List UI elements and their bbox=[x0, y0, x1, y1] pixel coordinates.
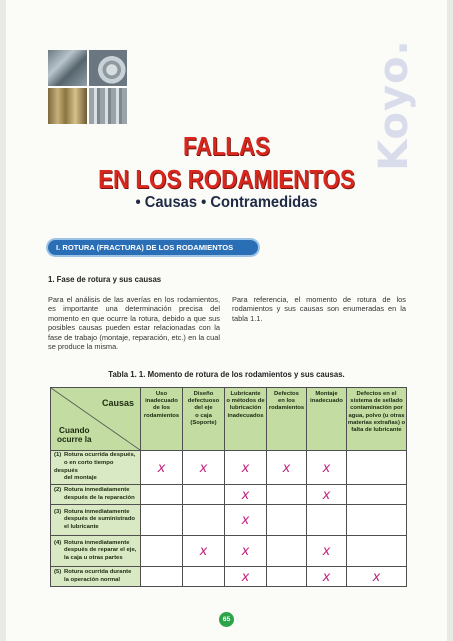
row-number: (2) bbox=[54, 486, 62, 493]
table-body bbox=[51, 451, 407, 587]
cross-mark-icon: x bbox=[157, 460, 166, 476]
cause-cell bbox=[141, 505, 183, 536]
column-header-line: Montaje bbox=[315, 391, 338, 397]
row-label-line: Rotura ocurrida durante bbox=[64, 568, 132, 575]
cross-mark-icon: x bbox=[322, 460, 331, 476]
row-label bbox=[51, 567, 141, 587]
page-number-badge: 65 bbox=[219, 612, 234, 627]
table-row bbox=[51, 451, 407, 485]
cause-cell bbox=[141, 567, 183, 587]
row-label-line: Rotura inmediatamente bbox=[64, 539, 130, 546]
cause-cell bbox=[183, 505, 225, 536]
cause-cell bbox=[225, 451, 267, 485]
cross-mark-icon: x bbox=[322, 487, 331, 503]
column-header-4 bbox=[267, 388, 307, 451]
cross-mark-icon: x bbox=[199, 460, 208, 476]
table-row bbox=[51, 485, 407, 505]
cause-cell bbox=[183, 536, 225, 567]
row-number: (3) bbox=[54, 508, 62, 515]
table-caption: Tabla 1. 1. Momento de rotura de los rodamientos y sus causas. bbox=[108, 370, 345, 379]
column-header-line: sistema de sellado bbox=[350, 398, 403, 405]
cross-mark-icon: x bbox=[241, 487, 250, 503]
cross-mark-icon: x bbox=[322, 544, 331, 559]
section-heading-bar bbox=[48, 240, 258, 255]
row-label-line: el lubricante bbox=[64, 523, 99, 530]
corner-label-causas: Causas bbox=[101, 398, 134, 408]
causes-table bbox=[50, 387, 407, 587]
column-header-3 bbox=[225, 388, 267, 451]
cause-cell bbox=[183, 567, 225, 587]
row-label-line: la operación normal bbox=[64, 576, 120, 583]
subsection-heading: 1. Fase de rotura y sus causas bbox=[48, 275, 162, 284]
column-header-line: rodamientos bbox=[143, 412, 180, 419]
column-header-line: Lubricante bbox=[230, 391, 261, 397]
cause-cell bbox=[347, 505, 407, 536]
cause-cell bbox=[141, 451, 183, 485]
row-number: (1) bbox=[54, 452, 62, 459]
column-header-line: Defectos en el bbox=[356, 391, 397, 397]
cause-cell bbox=[267, 567, 307, 587]
column-header-line: lubricación bbox=[229, 405, 262, 412]
row-label-line: después de suministrado bbox=[64, 516, 136, 523]
column-header-line: materias extrañas) o bbox=[347, 419, 406, 426]
column-header-line: inadecuado bbox=[310, 398, 343, 405]
column-header-line: de los bbox=[152, 405, 171, 412]
column-header-line: del eje bbox=[194, 405, 213, 412]
row-label-line: Rotura inmediatamente bbox=[64, 508, 130, 515]
column-header-line: defectuoso bbox=[187, 398, 220, 405]
row-label-line: del montaje bbox=[64, 475, 97, 482]
cause-cell bbox=[307, 567, 347, 587]
cause-cell bbox=[225, 485, 267, 505]
table-corner-cell bbox=[51, 388, 141, 451]
cause-cell bbox=[267, 451, 307, 485]
column-header-line: inadecuado bbox=[145, 398, 178, 405]
cause-cell bbox=[225, 536, 267, 567]
table-row bbox=[51, 536, 407, 567]
cause-cell bbox=[267, 505, 307, 536]
cause-cell bbox=[347, 536, 407, 567]
cause-cell bbox=[225, 505, 267, 536]
title-line-1: FALLAS bbox=[183, 131, 270, 161]
column-header-line: o métodos de bbox=[226, 398, 265, 405]
cause-cell bbox=[225, 567, 267, 587]
row-label bbox=[51, 536, 141, 567]
column-header-line: en los bbox=[277, 398, 296, 405]
cross-mark-icon: x bbox=[241, 513, 250, 528]
column-header-line: (Soporte) bbox=[190, 419, 217, 426]
cross-mark-icon: x bbox=[282, 460, 291, 476]
cause-cell bbox=[183, 451, 225, 485]
column-header-line: inadecuados bbox=[227, 412, 264, 419]
cause-cell bbox=[307, 505, 347, 536]
koyo-logo: Koyo. bbox=[371, 39, 417, 171]
cause-cell bbox=[267, 536, 307, 567]
cross-mark-icon: x bbox=[199, 544, 208, 559]
row-label bbox=[51, 485, 141, 505]
bearing-photo-4 bbox=[89, 88, 128, 124]
corner-label-cuando: Cuando ocurre la bbox=[57, 426, 92, 444]
title-line-2: EN LOS RODAMIENTOS bbox=[98, 164, 355, 194]
row-label bbox=[51, 505, 141, 536]
bearing-photo-2 bbox=[89, 50, 128, 86]
row-number: (5) bbox=[54, 568, 62, 575]
cause-cell bbox=[347, 485, 407, 505]
section-heading-text: I. ROTURA (FRACTURA) DE LOS RODAMIENTOS bbox=[56, 243, 234, 252]
table-row bbox=[51, 567, 407, 587]
cause-cell bbox=[141, 536, 183, 567]
cause-cell bbox=[267, 485, 307, 505]
column-header-line: o caja bbox=[195, 412, 212, 419]
cross-mark-icon: x bbox=[322, 569, 331, 585]
cause-cell bbox=[141, 485, 183, 505]
column-header-2 bbox=[183, 388, 225, 451]
row-label bbox=[51, 451, 141, 485]
row-label-line: después de la reparación bbox=[64, 494, 135, 501]
cause-cell bbox=[347, 567, 407, 587]
cross-mark-icon: x bbox=[241, 460, 250, 476]
column-header-line: agua, polvo (u otras bbox=[348, 412, 405, 419]
cross-mark-icon: x bbox=[372, 569, 381, 585]
cause-cell bbox=[307, 451, 347, 485]
column-header-line: Defectos bbox=[274, 391, 299, 397]
row-label-line: o en corto tiempo después bbox=[54, 459, 114, 474]
subtitle: • Causas • Contramedidas bbox=[135, 194, 318, 211]
paragraph-left: Para el análisis de las averías en los rodamientos, es importante una determinación precisa del momento en que ocurre la rotura, debido a que sus posibles causas pueden estar relacionadas con la fase de trabajo (montaje, reparación, etc.) en la cual se produce la misma. bbox=[48, 295, 220, 352]
bearing-photo-1 bbox=[48, 50, 87, 86]
row-label-line: la caja u otras partes bbox=[64, 554, 123, 561]
column-header-6 bbox=[347, 388, 407, 451]
column-header-5 bbox=[307, 388, 347, 451]
page-edge-right bbox=[447, 0, 453, 641]
row-label-line: Rotura inmediatamente bbox=[64, 486, 130, 493]
column-header-line: Diseño bbox=[193, 391, 214, 397]
bearing-photo-3 bbox=[48, 88, 87, 124]
column-header-line: rodamientos bbox=[268, 405, 305, 412]
paragraph-right: Para referencia, el momento de rotura de los rodamientos y sus causas son enumeradas en la tabla 1.1. bbox=[232, 295, 406, 323]
cause-cell bbox=[183, 485, 225, 505]
page-edge-left bbox=[0, 0, 6, 641]
row-number: (4) bbox=[54, 539, 62, 546]
column-header-line: Uso bbox=[155, 391, 168, 397]
column-header-1 bbox=[141, 388, 183, 451]
cross-mark-icon: x bbox=[241, 569, 250, 585]
cross-mark-icon: x bbox=[241, 544, 250, 559]
bearing-photo-collage bbox=[48, 50, 127, 124]
cause-cell bbox=[307, 485, 347, 505]
table-header-row bbox=[51, 388, 407, 451]
cause-cell bbox=[347, 451, 407, 485]
cause-cell bbox=[307, 536, 347, 567]
column-header-line: contaminación por bbox=[350, 405, 403, 412]
row-label-line: Rotura ocurrida después, bbox=[64, 452, 136, 459]
column-header-line: falta de lubricante bbox=[351, 427, 402, 434]
row-label-line: después de reparar el eje, bbox=[64, 547, 137, 554]
table-row bbox=[51, 505, 407, 536]
